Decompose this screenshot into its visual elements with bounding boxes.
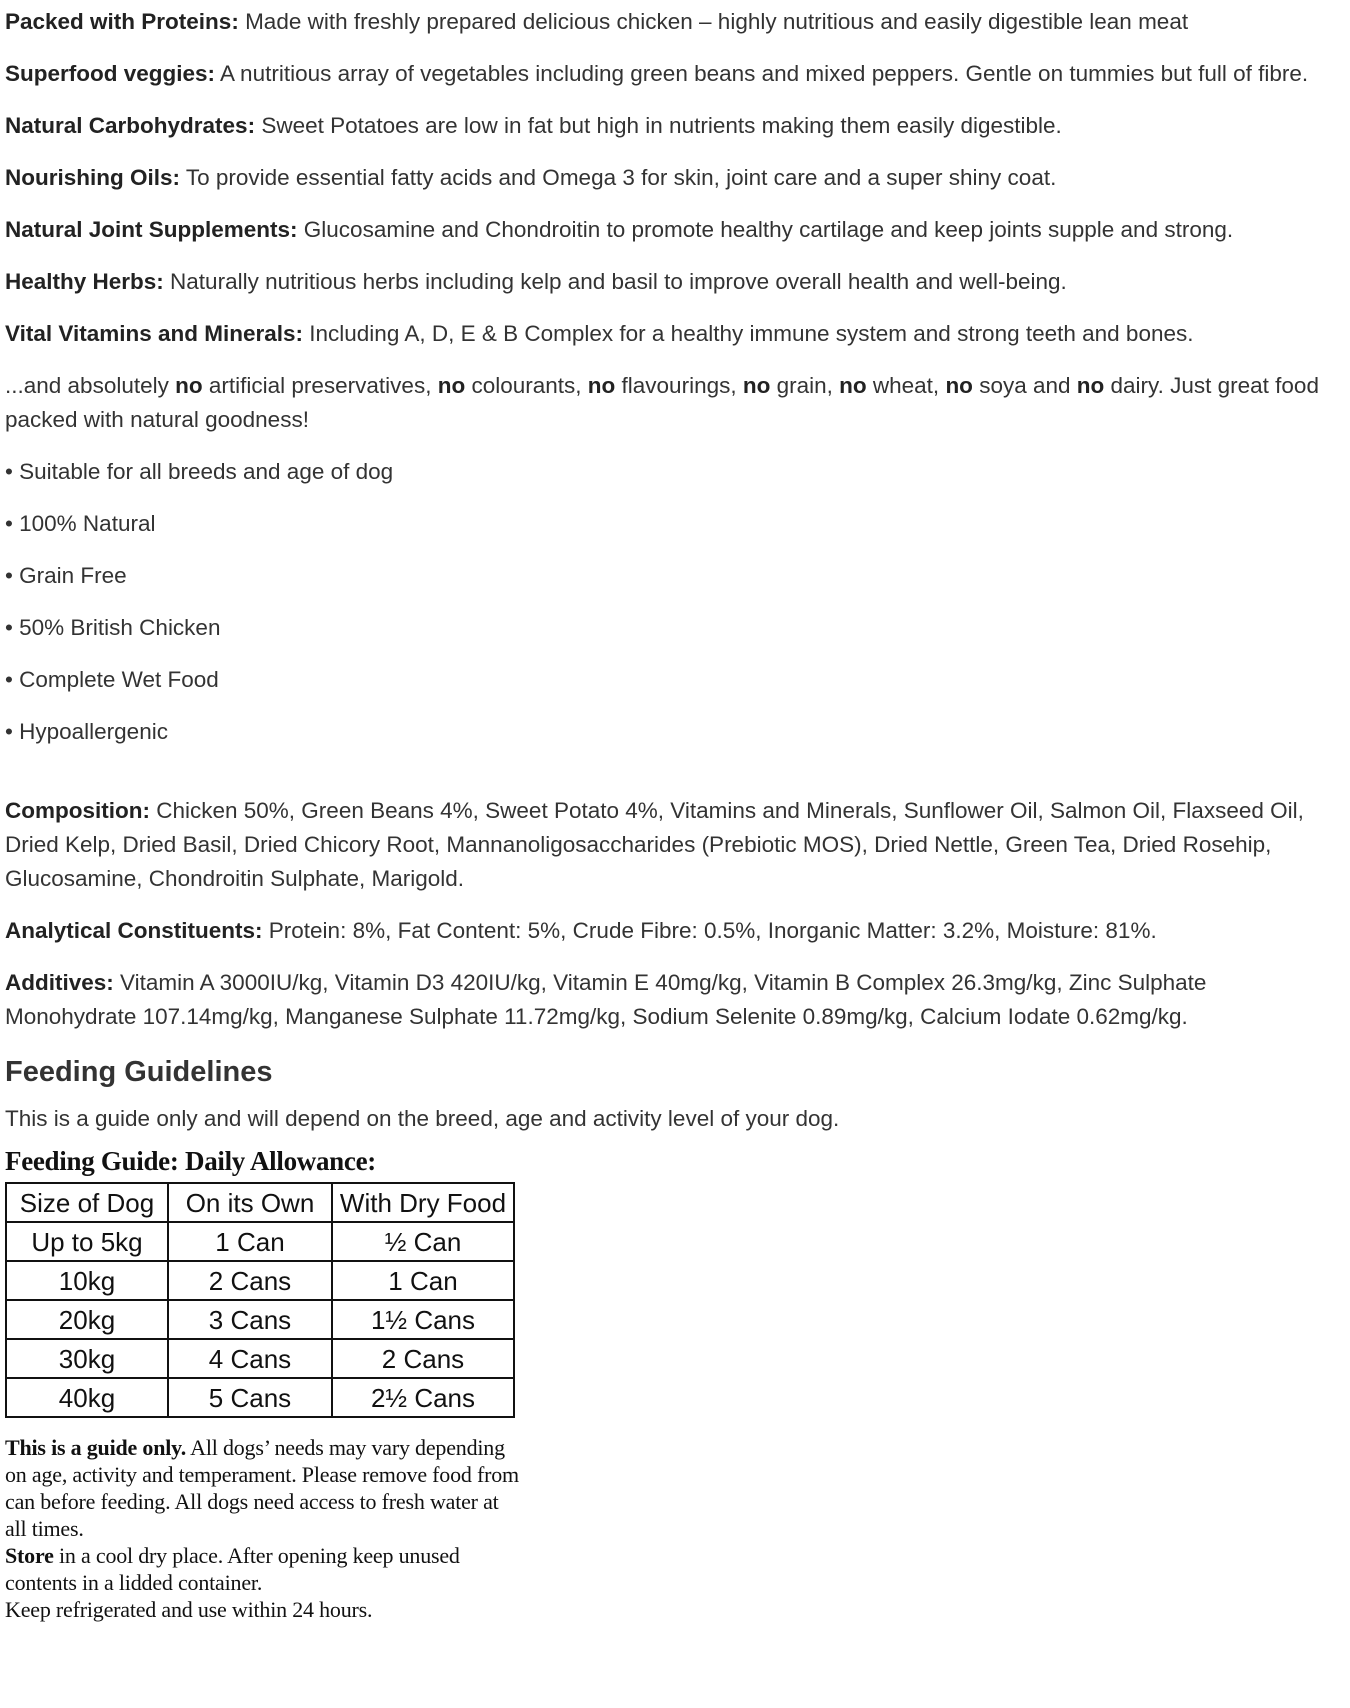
table-row — [6, 1222, 514, 1261]
table-cell: 40kg — [6, 1378, 168, 1417]
no-word: no — [742, 373, 771, 398]
column-header: With Dry Food — [332, 1183, 514, 1222]
feeding-heading: Feeding Guidelines — [5, 1056, 273, 1088]
bullet-item: • Grain Free — [5, 563, 127, 588]
composition — [5, 794, 1329, 896]
feature-joint-supplements — [5, 213, 1329, 247]
free-from-text: flavourings, — [615, 373, 743, 398]
note-bold: This is a guide only. — [5, 1435, 187, 1460]
bullet-item: • 50% British Chicken — [5, 615, 221, 640]
feature-label: Vital Vitamins and Minerals: — [5, 321, 304, 346]
table-row — [6, 1300, 514, 1339]
feature-veggies — [5, 57, 1329, 91]
bullet-item: • Complete Wet Food — [5, 667, 219, 692]
spacer — [5, 767, 1329, 794]
table-row — [6, 1339, 514, 1378]
feature-label: Superfood veggies: — [5, 61, 216, 86]
free-from-text: ...and absolutely — [5, 373, 176, 398]
note-text: Keep refrigerated and use within 24 hours. — [5, 1597, 373, 1622]
no-word: no — [437, 373, 466, 398]
feature-text: A nutritious array of vegetables including green beans and mixed peppers. Gentle on tummies but full of fibre. — [215, 61, 1309, 86]
feature-herbs — [5, 265, 1329, 299]
composition-label: Composition: — [5, 798, 150, 823]
feature-label: Natural Carbohydrates: — [5, 113, 256, 138]
table-cell: 30kg — [6, 1339, 168, 1378]
bullet-item: • Suitable for all breeds and age of dog — [5, 459, 394, 484]
bullet-item: • 100% Natural — [5, 511, 156, 536]
free-from-statement — [5, 369, 1329, 437]
additives-label: Additives: — [5, 970, 114, 995]
analytical-constituents — [5, 914, 1329, 948]
table-cell: 5 Cans — [168, 1378, 332, 1417]
table-row — [6, 1378, 514, 1417]
note-text: in a cool dry place. After opening keep unused contents in a lidded container. — [5, 1543, 460, 1595]
feature-label: Nourishing Oils: — [5, 165, 181, 190]
analytical-text: Protein: 8%, Fat Content: 5%, Crude Fibre: 0.5%, Inorganic Matter: 3.2%, Moisture: 81%. — [262, 918, 1157, 943]
feeding-table — [5, 1182, 515, 1418]
composition-text: Chicken 50%, Green Beans 4%, Sweet Potato 4%, Vitamins and Minerals, Sunflower Oil, Salmon Oil, Flaxseed Oil, Dried Kelp, Dried Basil, Dried Chicory Root, Mannanoligosaccharides (Prebiotic MOS), Dried Nettle, Green Tea, Dried Rosehip, Glucosamine, Chondroitin Sulphate, Marigold. — [5, 798, 1304, 891]
column-header: Size of Dog — [6, 1183, 168, 1222]
table-cell: 1½ Cans — [332, 1300, 514, 1339]
free-from-text: artificial preservatives, — [202, 373, 438, 398]
free-from-text: grain, — [770, 373, 840, 398]
feature-carbohydrates — [5, 109, 1329, 143]
bullet-item: • Hypoallergenic — [5, 719, 168, 744]
analytical-label: Analytical Constituents: — [5, 918, 263, 943]
feeding-note — [5, 1434, 525, 1623]
feeding-guide-title: Feeding Guide: Daily Allowance: — [5, 1146, 376, 1176]
table-cell: 3 Cans — [168, 1300, 332, 1339]
column-header: On its Own — [168, 1183, 332, 1222]
table-cell: 2 Cans — [332, 1339, 514, 1378]
free-from-text: dairy. Just great food packed with natural goodness! — [5, 373, 1319, 432]
table-cell: ½ Can — [332, 1222, 514, 1261]
feature-vitamins — [5, 317, 1329, 351]
table-cell: 1 Can — [332, 1261, 514, 1300]
feature-text: Sweet Potatoes are low in fat but high in nutrients making them easily digestible. — [255, 113, 1062, 138]
no-word: no — [839, 373, 867, 398]
table-cell: 1 Can — [168, 1222, 332, 1261]
feature-text: Made with freshly prepared delicious chicken – highly nutritious and easily digestible lean meat — [238, 9, 1189, 34]
feature-label: Healthy Herbs: — [5, 269, 164, 294]
feeding-guide-image — [5, 1144, 525, 1623]
free-from-text: soya and — [972, 373, 1077, 398]
table-cell: 2 Cans — [168, 1261, 332, 1300]
table-cell: 4 Cans — [168, 1339, 332, 1378]
table-cell: 2½ Cans — [332, 1378, 514, 1417]
feature-text: To provide essential fatty acids and Omega 3 for skin, joint care and a super shiny coat. — [180, 165, 1057, 190]
note-bold: Store — [5, 1543, 54, 1568]
free-from-text: colourants, — [465, 373, 588, 398]
feature-text: Including A, D, E & B Complex for a healthy immune system and strong teeth and bones. — [303, 321, 1194, 346]
feature-label: Packed with Proteins: — [5, 9, 239, 34]
no-word: no — [175, 373, 203, 398]
feature-label: Natural Joint Supplements: — [5, 217, 298, 242]
feature-text: Naturally nutritious herbs including kelp and basil to improve overall health and well-being. — [163, 269, 1067, 294]
no-word: no — [945, 373, 973, 398]
additives-text: Vitamin A 3000IU/kg, Vitamin D3 420IU/kg, Vitamin E 40mg/kg, Vitamin B Complex 26.3mg/kg, Zinc Sulphate Monohydrate 107.14mg/kg, Manganese Sulphate 11.72mg/kg, Sodium Selenite 0.89mg/kg, Calcium Iodate 0.62mg/kg. — [5, 970, 1207, 1029]
feature-text: Glucosamine and Chondroitin to promote healthy cartilage and keep joints supple and strong. — [297, 217, 1234, 242]
table-header-row — [6, 1183, 514, 1222]
feature-oils — [5, 161, 1329, 195]
no-word: no — [587, 373, 616, 398]
table-cell: 20kg — [6, 1300, 168, 1339]
table-cell: Up to 5kg — [6, 1222, 168, 1261]
no-word: no — [1076, 373, 1105, 398]
note-text: All dogs’ needs may vary depending on age, activity and temperament. Please remove food from can before feeding. All dogs need access to fresh water at all times. — [5, 1435, 519, 1541]
feeding-intro: This is a guide only and will depend on the breed, age and activity level of your dog. — [5, 1106, 840, 1131]
table-row — [6, 1261, 514, 1300]
free-from-text: wheat, — [866, 373, 946, 398]
feature-proteins — [5, 5, 1329, 39]
additives — [5, 966, 1329, 1034]
table-cell: 10kg — [6, 1261, 168, 1300]
